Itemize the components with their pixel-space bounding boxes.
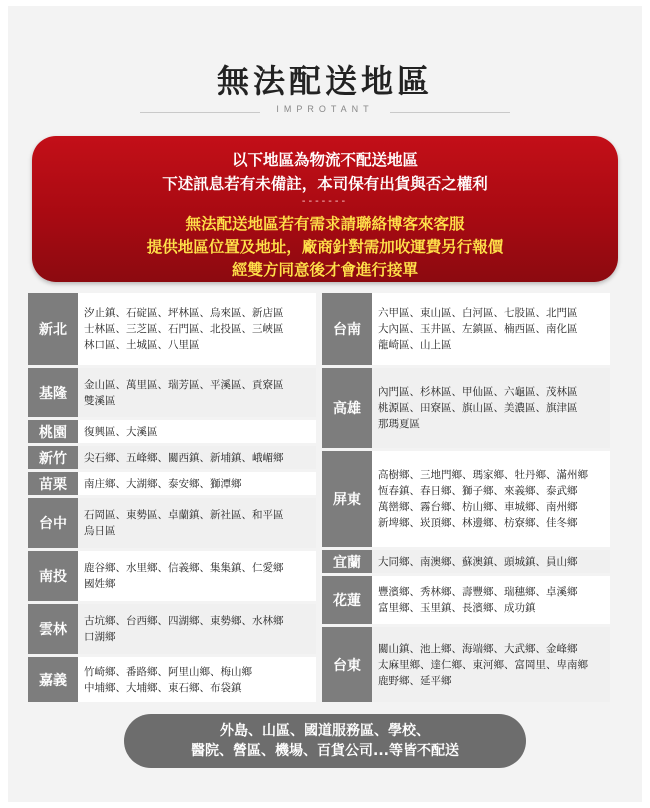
region-areas: 大同鄉、南澳鄉、蘇澳鎮、頭城鎮、員山鄉 <box>372 550 610 573</box>
region-areas: 高樹鄉、三地門鄉、瑪家鄉、牡丹鄉、滿州鄉 恆春鎮、春日鄉、獅子鄉、來義鄉、泰武鄉 萬巒鄉、霧台鄉、枋山鄉、車城鄉、南州鄉 新埤鄉、崁頂鄉、林邊鄉、枋寮鄉、佳冬鄉 <box>372 451 610 547</box>
region-row <box>322 451 610 547</box>
region-label: 雲林 <box>28 604 78 654</box>
region-areas: 尖石鄉、五峰鄉、關西鎮、新埔鎮、峨嵋鄉 <box>78 446 316 469</box>
region-areas: 鹿谷鄉、水里鄉、信義鄉、集集鎮、仁愛鄉 國姓鄉 <box>78 551 316 601</box>
notice-line-2: 下述訊息若有未備註，本司保有出貨與否之權利 <box>162 175 488 193</box>
region-row <box>322 576 610 624</box>
region-label: 台東 <box>322 627 372 702</box>
region-row <box>322 550 610 573</box>
footer-notice <box>124 714 526 768</box>
region-areas: 六甲區、東山區、白河區、七股區、北門區 大內區、玉井區、左鎮區、楠西區、南化區 龍崎區、山上區 <box>372 293 610 365</box>
region-row <box>28 420 316 443</box>
region-areas: 汐止鎮、石碇區、坪林區、烏來區、新店區 士林區、三芝區、石門區、北投區、三峽區 林口區、土城區、八里區 <box>78 293 316 365</box>
notice-banner <box>32 136 618 282</box>
region-areas: 竹崎鄉、番路鄉、阿里山鄉、梅山鄉 中埔鄉、大埔鄉、東石鄉、布袋鎮 <box>78 657 316 702</box>
region-label: 台南 <box>322 293 372 365</box>
region-areas: 石岡區、東勢區、卓蘭鎮、新社區、和平區 烏日區 <box>78 498 316 548</box>
region-areas: 豐濱鄉、秀林鄉、壽豐鄉、瑞穗鄉、卓溪鄉 富里鄉、玉里鎮、長濱鄉、成功鎮 <box>372 576 610 624</box>
region-row <box>28 368 316 417</box>
region-row <box>28 657 316 702</box>
region-row <box>28 472 316 495</box>
region-label: 基隆 <box>28 368 78 417</box>
notice-line-5: 經雙方同意後才會進行接單 <box>231 261 418 279</box>
page-title: 無法配送地區 <box>216 62 433 100</box>
region-row <box>322 293 610 365</box>
region-label: 宜蘭 <box>322 550 372 573</box>
subtitle-row <box>0 104 650 120</box>
footer-line-2: 醫院、營區、機場、百貨公司...等皆不配送 <box>191 743 459 759</box>
region-row <box>322 627 610 702</box>
region-label: 台中 <box>28 498 78 548</box>
region-row <box>28 551 316 601</box>
region-areas: 南庄鄉、大湖鄉、泰安鄉、獅潭鄉 <box>78 472 316 495</box>
notice-divider: ------- <box>301 196 349 207</box>
region-areas: 內門區、杉林區、甲仙區、六龜區、茂林區 桃源區、田寮區、旗山區、美濃區、旗津區 那瑪夏區 <box>372 368 610 448</box>
footer-line-1: 外島、山區、國道服務區、學校、 <box>220 723 430 739</box>
region-row <box>28 498 316 548</box>
notice-line-1: 以下地區為物流不配送地區 <box>231 151 418 169</box>
region-row <box>28 293 316 365</box>
region-row <box>322 368 610 448</box>
region-label: 屏東 <box>322 451 372 547</box>
region-areas: 關山鎮、池上鄉、海端鄉、大武鄉、金峰鄉 太麻里鄉、達仁鄉、東河鄉、富岡里、卑南鄉 鹿野鄉、延平鄉 <box>372 627 610 702</box>
region-label: 花蓮 <box>322 576 372 624</box>
region-areas: 復興區、大溪區 <box>78 420 316 443</box>
notice-line-3: 無法配送地區若有需求請聯絡博客來客服 <box>185 215 465 233</box>
region-areas: 古坑鄉、台西鄉、四湖鄉、東勢鄉、水林鄉 口湖鄉 <box>78 604 316 654</box>
notice-line-4: 提供地區位置及地址，廠商針對需加收運費另行報價 <box>146 238 504 256</box>
region-label: 嘉義 <box>28 657 78 702</box>
region-row <box>28 604 316 654</box>
region-label: 高雄 <box>322 368 372 448</box>
region-areas: 金山區、萬里區、瑞芳區、平溪區、貢寮區 雙溪區 <box>78 368 316 417</box>
region-row <box>28 446 316 469</box>
subtitle-divider-right <box>390 112 510 113</box>
region-label: 新北 <box>28 293 78 365</box>
region-label: 南投 <box>28 551 78 601</box>
region-label: 新竹 <box>28 446 78 469</box>
region-label: 桃園 <box>28 420 78 443</box>
page-subtitle: IMPROTANT <box>276 104 374 114</box>
region-label: 苗栗 <box>28 472 78 495</box>
